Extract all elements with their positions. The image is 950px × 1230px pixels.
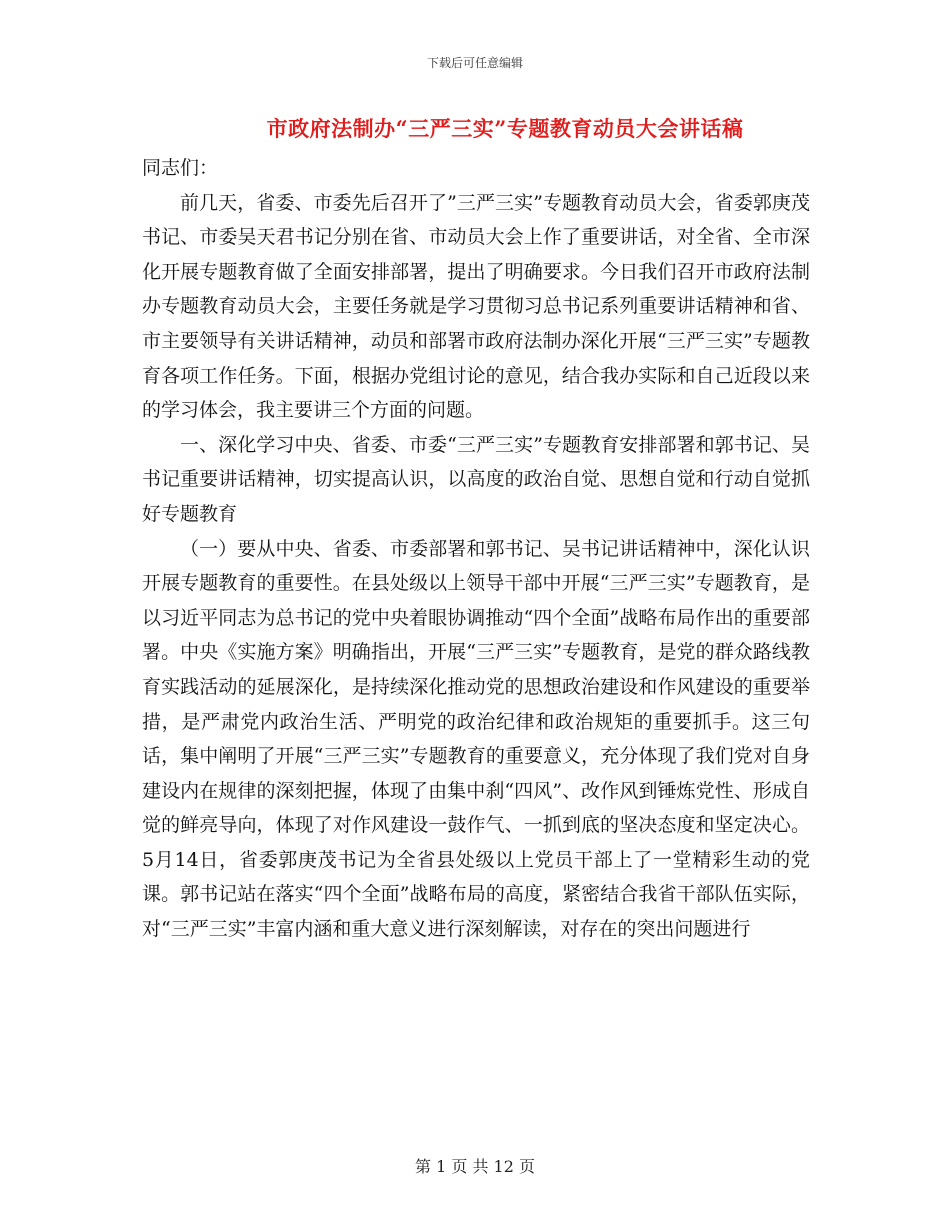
page-number-footer: 第 1 页 共 12 页 [415, 1157, 535, 1176]
body-paragraph-subsection-one: （一）要从中央、省委、市委部署和郭书记、吴书记讲话精神中，深化认识开展专题教育的重要性。在县处级以上领导干部中开展“三严三实”专题教育，是以习近平同志为总书记的党中央着眼协调推动“四个全面”战略布局作出的重要部署。中央《实施方案》明确指出，开展“三严三实”专题教育，是党的群众路线教育实践活动的延展深化，是持续深化推动党的思想政治建设和作风建设的重要举措，是严肃党内政治生活、严明党的政治纪律和政治规矩的重要抓手。这三句话，集中阐明了开展“三严三实”专题教育的重要意义，充分体现了我们党对自身建设内在规律的深刻把握，体现了由集中刹“四风”、改作风到锤炼党性、形成自觉的鲜亮导向，体现了对作风建设一鼓作气、一抓到底的坚决态度和坚定决心。5月14日，省委郭庚茂书记为全省县处级以上党员干部上了一堂精彩生动的党课。郭书记站在落实“四个全面”战略布局的高度，紧密结合我省干部队伍实际，对“三严三实”丰富内涵和重大意义进行深刻解读，对存在的突出问题进行 [142, 537, 810, 941]
body-paragraph-intro: 前几天，省委、市委先后召开了”三严三实”专题教育动员大会，省委郭庚茂书记、市委吴天君书记分别在省、市动员大会上作了重要讲话，对全省、全市深化开展专题教育做了全面安排部署，提出了明确要求。今日我们召开市政府法制办专题教育动员大会，主要任务就是学习贯彻习总书记系列重要讲话精神和省、市主要领导有关讲话精神，动员和部署市政府法制办深化开展“三严三实”专题教育各项工作任务。下面，根据办党组讨论的意见，结合我办实际和自己近段以来的学习体会，我主要讲三个方面的问题。 [142, 191, 810, 422]
salutation: 同志们： [142, 157, 219, 179]
document-title: 市政府法制办“三严三实”专题教育动员大会讲话稿 [266, 116, 744, 141]
page-header-note: 下载后可任意编辑 [426, 56, 523, 70]
document-body [142, 151, 810, 947]
section-heading-one: 一、深化学习中央、省委、市委“三严三实”专题教育安排部署和郭书记、吴书记重要讲话精神，切实提高认识，以高度的政治自觉、思想自觉和行动自觉抓好专题教育 [142, 433, 810, 525]
